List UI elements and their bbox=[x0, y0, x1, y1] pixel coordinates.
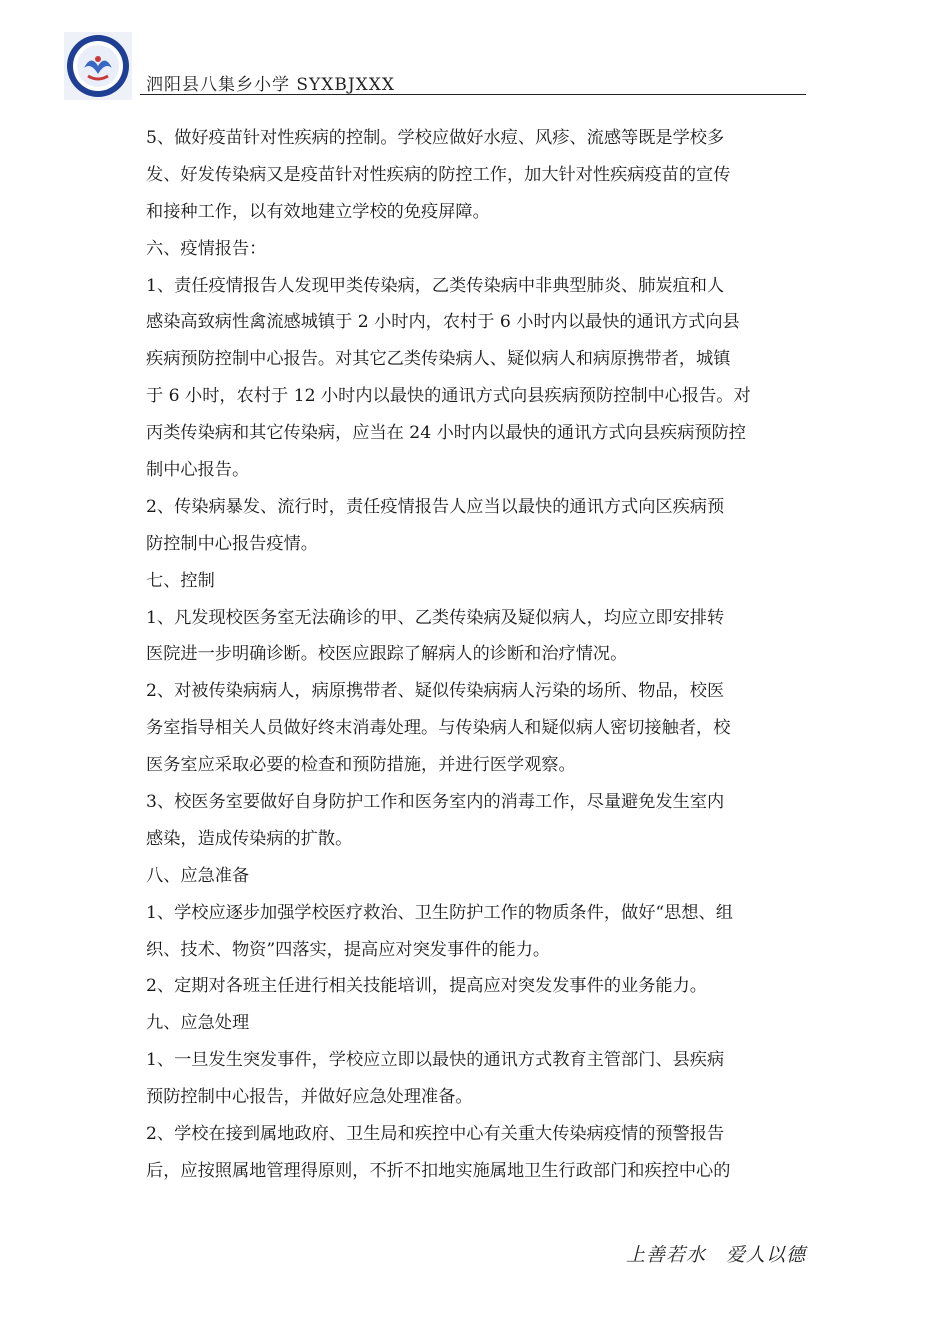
body-line: 预防控制中心报告，并做好应急处理准备。 bbox=[146, 1087, 473, 1108]
body-line: 于 6 小时，农村于 12 小时内以最快的通讯方式向县疾病预防控制中心报告。对 bbox=[146, 386, 751, 407]
body-line: 1、学校应逐步加强学校医疗救治、卫生防护工作的物质条件，做好“思想、组 bbox=[146, 902, 733, 923]
document-body bbox=[146, 120, 806, 1190]
body-line: 丙类传染病和其它传染病，应当在 24 小时内以最快的通讯方式向县疾病预防控 bbox=[146, 423, 746, 444]
body-line: 疾病预防控制中心报告。对其它乙类传染病人、疑似病人和病原携带者，城镇 bbox=[146, 349, 731, 370]
section-heading: 九、应急处理 bbox=[146, 1013, 250, 1034]
body-line: 制中心报告。 bbox=[146, 460, 250, 481]
body-line: 防控制中心报告疫情。 bbox=[146, 533, 318, 554]
body-line: 和接种工作，以有效地建立学校的免疫屏障。 bbox=[146, 201, 490, 222]
body-line: 感染，造成传染病的扩散。 bbox=[146, 828, 353, 849]
body-line: 织、技术、物资”四落实，提高应对突发事件的能力。 bbox=[146, 939, 551, 960]
body-line: 1、责任疫情报告人发现甲类传染病，乙类传染病中非典型肺炎、肺炭疽和人 bbox=[146, 275, 725, 296]
header-school-name: 泗阳县八集乡小学 SYXBJXXX bbox=[146, 75, 395, 95]
body-line: 1、一旦发生突发事件，学校应立即以最快的通讯方式教育主管部门、县疾病 bbox=[146, 1050, 725, 1071]
section-heading: 六、疫情报告： bbox=[146, 238, 267, 259]
school-emblem-icon bbox=[64, 32, 132, 100]
header-divider bbox=[140, 94, 806, 95]
body-line: 1、凡发现校医务室无法确诊的甲、乙类传染病及疑似病人，均应立即安排转 bbox=[146, 607, 725, 628]
section-heading: 八、应急准备 bbox=[146, 865, 250, 886]
body-line: 感染高致病性禽流感城镇于 2 小时内，农村于 6 小时内以最快的通讯方式向县 bbox=[146, 312, 740, 333]
body-line: 后，应按照属地管理得原则，不折不扣地实施属地卫生行政部门和疾控中心的 bbox=[146, 1160, 731, 1181]
body-line: 务室指导相关人员做好终末消毒处理。与传染病人和疑似病人密切接触者，校 bbox=[146, 718, 731, 739]
motto-right: 爱人以德 bbox=[725, 1244, 806, 1266]
section-heading: 七、控制 bbox=[146, 570, 215, 591]
footer-motto bbox=[626, 1240, 806, 1267]
body-line: 发、好发传染病又是疫苗针对性疾病的防控工作，加大针对性疾病疫苗的宣传 bbox=[146, 164, 731, 185]
body-line: 2、定期对各班主任进行相关技能培训，提高应对突发发事件的业务能力。 bbox=[146, 976, 707, 997]
body-line: 医务室应采取必要的检查和预防措施，并进行医学观察。 bbox=[146, 755, 576, 776]
body-line: 2、学校在接到属地政府、卫生局和疾控中心有关重大传染病疫情的预警报告 bbox=[146, 1124, 725, 1145]
body-line: 2、对被传染病病人，病原携带者、疑似传染病病人污染的场所、物品，校医 bbox=[146, 681, 725, 702]
body-line: 3、校医务室要做好自身防护工作和医务室内的消毒工作，尽量避免发生室内 bbox=[146, 792, 725, 813]
body-line: 5、做好疫苗针对性疾病的控制。学校应做好水痘、风疹、流感等既是学校多 bbox=[146, 128, 725, 148]
body-line: 医院进一步明确诊断。校医应跟踪了解病人的诊断和治疗情况。 bbox=[146, 644, 628, 665]
body-line: 2、传染病暴发、流行时，责任疫情报告人应当以最快的通讯方式向区疾病预 bbox=[146, 496, 725, 517]
motto-left: 上善若水 bbox=[625, 1244, 706, 1266]
